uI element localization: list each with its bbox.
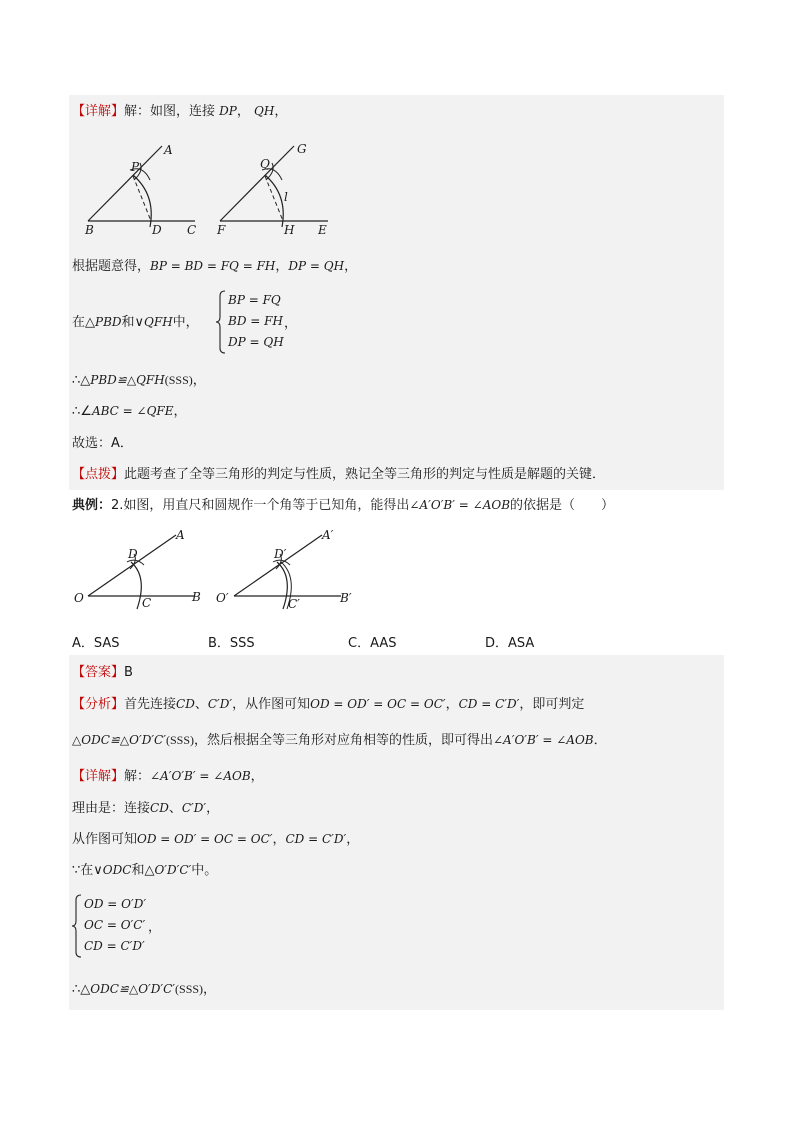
label-Q: Q bbox=[260, 157, 270, 171]
detail2-label: 【详解】 bbox=[72, 769, 125, 784]
label-l: l bbox=[284, 190, 288, 204]
tip-line: 【点拨】此题考查了全等三角形的判定与性质，熟记全等三角形的判定与性质是解题的关键． bbox=[72, 467, 606, 482]
label-P: P bbox=[131, 160, 140, 174]
label-G: G bbox=[297, 142, 307, 156]
congruence-line: ∴△PBD≌△QFH(SSS)， bbox=[72, 373, 206, 388]
label-O-prime: O′ bbox=[216, 591, 229, 605]
label-C: C bbox=[142, 596, 152, 610]
detail-label: 【详解】 bbox=[72, 104, 125, 119]
detail2-line-2: 理由是：连接CD、C′D′， bbox=[72, 801, 220, 816]
figure-angle-construction-2 bbox=[70, 525, 370, 615]
choice-line: 故选：A． bbox=[72, 436, 133, 451]
label-A: A bbox=[176, 528, 185, 542]
brace-icon bbox=[216, 290, 226, 354]
label-H: H bbox=[284, 223, 295, 237]
label-A-prime: A′ bbox=[322, 528, 334, 542]
label-B: B bbox=[192, 590, 201, 604]
detail2-line-4: ∵在∨ODC和△O′D′C′中。 bbox=[72, 863, 218, 878]
label-A: A bbox=[164, 143, 173, 157]
label-C-prime: C′ bbox=[288, 597, 300, 611]
answer-line: 【答案】B bbox=[72, 665, 133, 680]
given-line: 根据题意得，BP = BD = FQ = FH，DP = QH， bbox=[72, 259, 358, 274]
label-B: B bbox=[85, 223, 94, 237]
detail1-line: 【详解】解：如图，连接 DP， QH， bbox=[72, 104, 288, 119]
equation-system-2: OD = O′D′ OC = O′C′ CD = C′D′ ， bbox=[72, 894, 192, 958]
brace-icon bbox=[72, 894, 82, 958]
label-B-prime: B′ bbox=[340, 591, 352, 605]
label-D-prime: D′ bbox=[274, 547, 287, 561]
figure-angle-construction-1 bbox=[78, 135, 348, 240]
option-d[interactable]: D．ASA bbox=[485, 636, 535, 651]
label-F: F bbox=[217, 223, 226, 237]
label-E: E bbox=[318, 223, 327, 237]
detail2-line-5: ∴△ODC≌△O′D′C′(SSS)， bbox=[72, 982, 217, 997]
label-D: D bbox=[128, 547, 138, 561]
option-b[interactable]: B．SSS bbox=[208, 636, 255, 651]
label-C: C bbox=[187, 223, 197, 237]
analysis-label: 【分析】 bbox=[72, 697, 125, 712]
option-c[interactable]: C．AAS bbox=[348, 636, 397, 651]
tip-label: 【点拨】 bbox=[72, 467, 125, 482]
detail2-line-1: 【详解】解：∠A′O′B′ = ∠AOB， bbox=[72, 769, 264, 784]
equation-system-1: BP = FQ BD = FH DP = QH ， bbox=[216, 290, 326, 354]
analysis-line-1: 【分析】首先连接CD、C′D′，从作图可知OD = OD′ = OC = OC′，CD = C′D′，即可判定 bbox=[72, 697, 585, 712]
detail2-line-3: 从作图可知OD = OD′ = OC = OC′，CD = C′D′， bbox=[72, 832, 360, 847]
answer-label: 【答案】 bbox=[72, 665, 125, 680]
label-O: O bbox=[74, 591, 84, 605]
example2-question: 典例：2.如图，用直尺和圆规作一个角等于已知角，能得出∠A′O′B′ = ∠AOB的依据是（ ） bbox=[72, 498, 615, 513]
triangle-statement: 在△PBD和∨QFH中， bbox=[72, 315, 199, 330]
analysis-line-2: △ODC≌△O′D′C′(SSS)，然后根据全等三角形对应角相等的性质，即可得出∠A′O′B′ = ∠AOB． bbox=[72, 733, 607, 748]
label-D: D bbox=[152, 223, 162, 237]
angle-equal-line: ∴∠ABC = ∠QFE， bbox=[72, 404, 187, 419]
option-a[interactable]: A．SAS bbox=[72, 636, 120, 651]
